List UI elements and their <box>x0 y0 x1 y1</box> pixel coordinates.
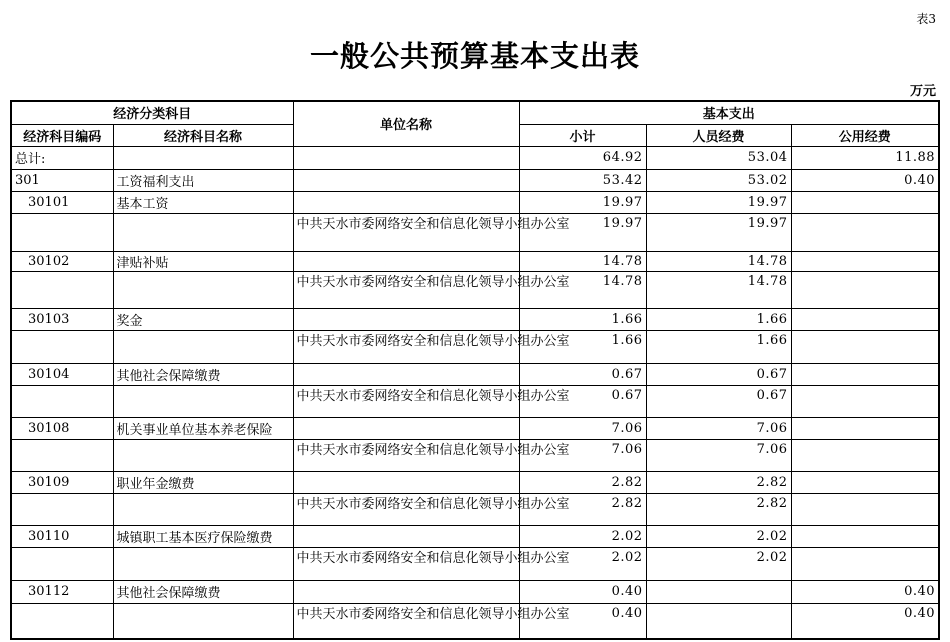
unit-name-cell: 中共天水市委网络安全和信息化领导小组办公室 <box>293 603 519 639</box>
header-public-cost: 公用经费 <box>791 124 939 146</box>
header-basic-expenditure: 基本支出 <box>519 101 939 124</box>
subject-code-cell: 301 <box>11 169 113 191</box>
subject-name-cell: 津贴补贴 <box>113 251 293 271</box>
unit-name-cell <box>293 146 519 169</box>
public-cost-cell <box>791 213 939 251</box>
personnel-cost-cell: 19.97 <box>646 213 791 251</box>
subject-name-cell <box>113 493 293 525</box>
subject-code-cell <box>11 271 113 308</box>
public-cost-cell <box>791 251 939 271</box>
unit-name-cell <box>293 471 519 493</box>
header-personnel-cost: 人员经费 <box>646 124 791 146</box>
subtotal-cell: 2.02 <box>519 525 646 547</box>
page-title: 一般公共预算基本支出表 <box>309 39 640 73</box>
subject-row <box>11 191 939 213</box>
unit-name-cell <box>293 363 519 385</box>
subject-name-cell <box>113 146 293 169</box>
unit-row <box>11 271 939 308</box>
basic-expenditure-table <box>10 100 940 640</box>
subject-name-cell: 其他社会保障缴费 <box>113 580 293 603</box>
subject-name-cell <box>113 603 293 639</box>
subject-name-cell: 职业年金缴费 <box>113 471 293 493</box>
subject-code-cell <box>11 547 113 580</box>
unit-row <box>11 493 939 525</box>
subtotal-cell: 2.82 <box>519 471 646 493</box>
subject-code-cell <box>11 493 113 525</box>
subject-code-cell: 30108 <box>11 417 113 439</box>
personnel-cost-cell: 1.66 <box>646 308 791 330</box>
unit-name-cell <box>293 525 519 547</box>
unit-name-cell: 中共天水市委网络安全和信息化领导小组办公室 <box>293 493 519 525</box>
subject-row <box>11 251 939 271</box>
subject-code-cell <box>11 213 113 251</box>
subject-code-cell: 30101 <box>11 191 113 213</box>
personnel-cost-cell: 14.78 <box>646 271 791 308</box>
public-cost-cell <box>791 191 939 213</box>
public-cost-cell <box>791 385 939 417</box>
subject-code-cell: 30109 <box>11 471 113 493</box>
public-cost-cell: 0.40 <box>791 603 939 639</box>
unit-row <box>11 603 939 639</box>
unit-name-cell <box>293 191 519 213</box>
personnel-cost-cell: 2.02 <box>646 547 791 580</box>
unit-name-cell <box>293 417 519 439</box>
unit-name-cell <box>293 169 519 191</box>
personnel-cost-cell: 7.06 <box>646 417 791 439</box>
unit-name-cell <box>293 308 519 330</box>
header-unit-name: 单位名称 <box>293 101 519 146</box>
subtotal-cell: 1.66 <box>519 330 646 363</box>
subtotal-cell: 14.78 <box>519 271 646 308</box>
unit-name-cell: 中共天水市委网络安全和信息化领导小组办公室 <box>293 439 519 471</box>
unit-name-cell: 中共天水市委网络安全和信息化领导小组办公室 <box>293 271 519 308</box>
personnel-cost-cell: 2.82 <box>646 471 791 493</box>
subject-name-cell: 基本工资 <box>113 191 293 213</box>
subject-row <box>11 417 939 439</box>
personnel-cost-cell: 53.02 <box>646 169 791 191</box>
subject-row <box>11 471 939 493</box>
subject-name-cell: 机关事业单位基本养老保险 <box>113 417 293 439</box>
subject-code-cell <box>11 330 113 363</box>
unit-row <box>11 330 939 363</box>
subject-code-cell <box>11 385 113 417</box>
public-cost-cell <box>791 471 939 493</box>
subject-code-cell: 30112 <box>11 580 113 603</box>
personnel-cost-cell: 2.82 <box>646 493 791 525</box>
subtotal-cell: 7.06 <box>519 439 646 471</box>
subject-row <box>11 525 939 547</box>
subtotal-cell: 0.67 <box>519 363 646 385</box>
table-body <box>11 146 939 639</box>
public-cost-cell <box>791 547 939 580</box>
unit-name-cell: 中共天水市委网络安全和信息化领导小组办公室 <box>293 213 519 251</box>
public-cost-cell <box>791 308 939 330</box>
header-subtotal: 小计 <box>519 124 646 146</box>
personnel-cost-cell: 0.67 <box>646 363 791 385</box>
currency-unit-label: 万元 <box>909 83 936 98</box>
subtotal-cell: 0.40 <box>519 603 646 639</box>
subject-name-cell: 奖金 <box>113 308 293 330</box>
public-cost-cell <box>791 363 939 385</box>
public-cost-cell: 11.88 <box>791 146 939 169</box>
unit-name-cell: 中共天水市委网络安全和信息化领导小组办公室 <box>293 330 519 363</box>
subtotal-cell: 7.06 <box>519 417 646 439</box>
total-row <box>11 146 939 169</box>
subject-code-cell: 30102 <box>11 251 113 271</box>
header-economic-classification: 经济分类科目 <box>11 101 293 124</box>
public-cost-cell <box>791 330 939 363</box>
subject-code-cell: 30103 <box>11 308 113 330</box>
subtotal-cell: 0.67 <box>519 385 646 417</box>
personnel-cost-cell: 53.04 <box>646 146 791 169</box>
subject-code-cell: 总计: <box>11 146 113 169</box>
personnel-cost-cell: 0.67 <box>646 385 791 417</box>
subject-code-cell <box>11 603 113 639</box>
unit-name-cell <box>293 580 519 603</box>
subject-row <box>11 308 939 330</box>
personnel-cost-cell <box>646 603 791 639</box>
unit-row <box>11 385 939 417</box>
subject-name-cell: 城镇职工基本医疗保险缴费 <box>113 525 293 547</box>
subject-code-cell <box>11 439 113 471</box>
subtotal-cell: 53.42 <box>519 169 646 191</box>
subtotal-cell: 1.66 <box>519 308 646 330</box>
public-cost-cell <box>791 525 939 547</box>
subtotal-cell: 19.97 <box>519 213 646 251</box>
subject-code-cell: 30104 <box>11 363 113 385</box>
header-row-group <box>11 101 939 124</box>
subject-row <box>11 580 939 603</box>
subject-row <box>11 363 939 385</box>
personnel-cost-cell: 14.78 <box>646 251 791 271</box>
sheet-label: 表3 <box>916 12 936 26</box>
subject-name-cell: 其他社会保障缴费 <box>113 363 293 385</box>
personnel-cost-cell: 19.97 <box>646 191 791 213</box>
subject-name-cell <box>113 271 293 308</box>
subtotal-cell: 2.82 <box>519 493 646 525</box>
subject-row <box>11 169 939 191</box>
personnel-cost-cell <box>646 580 791 603</box>
personnel-cost-cell: 1.66 <box>646 330 791 363</box>
subtotal-cell: 64.92 <box>519 146 646 169</box>
subject-code-cell: 30110 <box>11 525 113 547</box>
subject-name-cell <box>113 547 293 580</box>
subtotal-cell: 19.97 <box>519 191 646 213</box>
public-cost-cell <box>791 417 939 439</box>
personnel-cost-cell: 7.06 <box>646 439 791 471</box>
subtotal-cell: 2.02 <box>519 547 646 580</box>
subject-name-cell: 工资福利支出 <box>113 169 293 191</box>
unit-row <box>11 213 939 251</box>
subject-name-cell <box>113 213 293 251</box>
unit-row <box>11 547 939 580</box>
subtotal-cell: 0.40 <box>519 580 646 603</box>
public-cost-cell <box>791 493 939 525</box>
unit-name-cell: 中共天水市委网络安全和信息化领导小组办公室 <box>293 547 519 580</box>
public-cost-cell <box>791 439 939 471</box>
public-cost-cell: 0.40 <box>791 169 939 191</box>
unit-row <box>11 439 939 471</box>
subject-name-cell <box>113 385 293 417</box>
table-header <box>11 101 939 146</box>
unit-name-cell <box>293 251 519 271</box>
header-subject-code: 经济科目编码 <box>11 124 113 146</box>
personnel-cost-cell: 2.02 <box>646 525 791 547</box>
subtotal-cell: 14.78 <box>519 251 646 271</box>
header-subject-name: 经济科目名称 <box>113 124 293 146</box>
unit-name-cell: 中共天水市委网络安全和信息化领导小组办公室 <box>293 385 519 417</box>
subject-name-cell <box>113 330 293 363</box>
subject-name-cell <box>113 439 293 471</box>
public-cost-cell <box>791 271 939 308</box>
public-cost-cell: 0.40 <box>791 580 939 603</box>
